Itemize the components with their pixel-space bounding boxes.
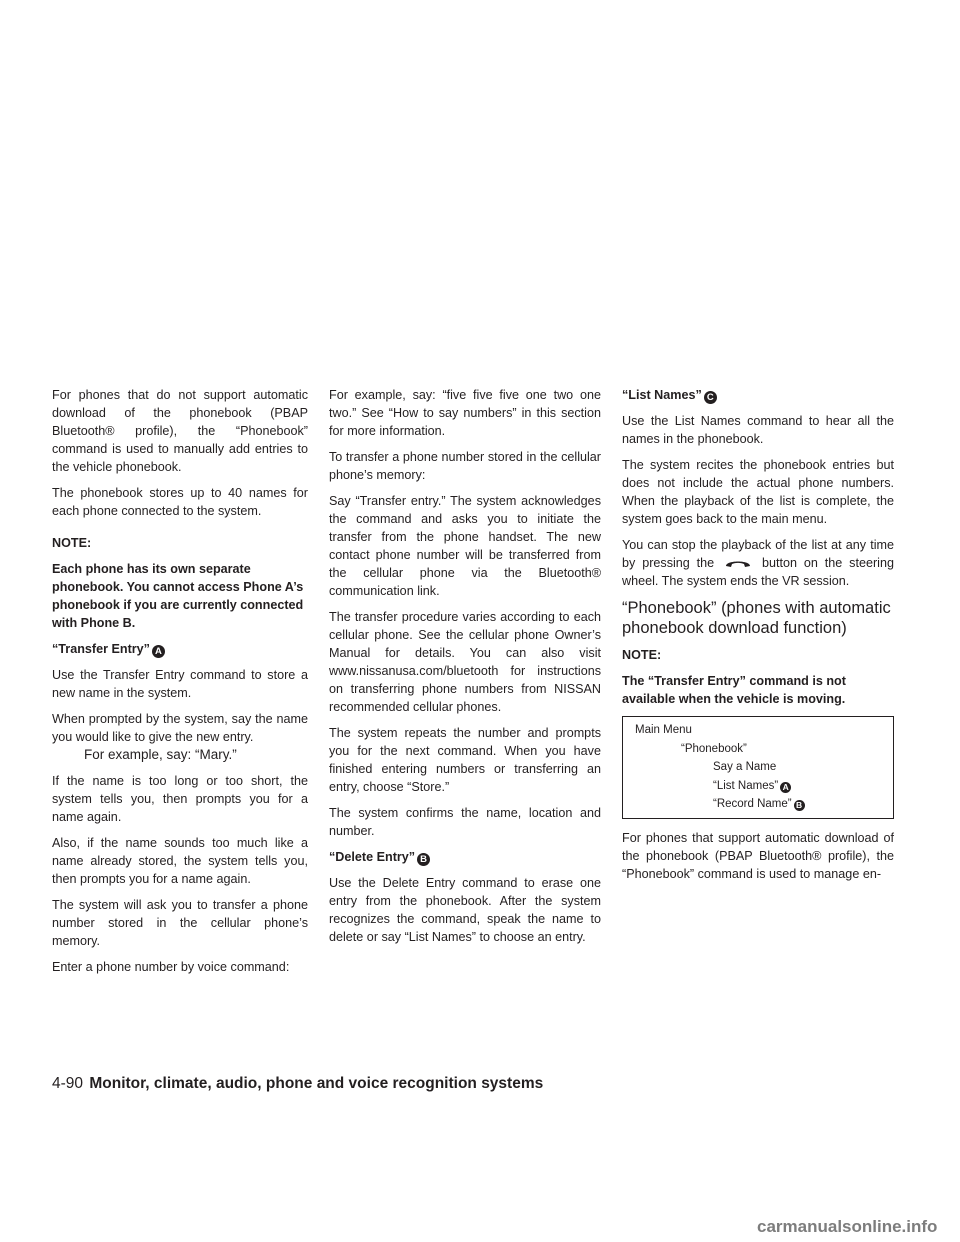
paragraph: When prompted by the system, say the name you would like to give the new entry. xyxy=(52,712,308,744)
list-names-title: “List Names” xyxy=(622,388,702,402)
paragraph: For phones that support automatic download of the phonebook (PBAP Bluetooth® profile), the “Phonebook” command is used to manage en- xyxy=(622,830,894,881)
menu-say-name: Say a Name xyxy=(713,761,777,773)
transfer-entry-title: “Transfer Entry” xyxy=(52,642,150,656)
paragraph: The system confirms the name, location and number. xyxy=(329,806,601,838)
menu-record-name-label: “Record Name” xyxy=(713,798,792,810)
page-footer xyxy=(52,1074,543,1094)
callout-b-icon: B xyxy=(794,800,805,811)
transfer-entry-heading xyxy=(52,640,308,658)
page-number: 4-90 xyxy=(52,1075,84,1092)
paragraph: Use the Delete Entry command to erase one entry from the phonebook. After the system recognizes the command, speak the name to delete or say “List Names” to choose an entry. xyxy=(329,876,601,944)
note-label: NOTE: xyxy=(622,648,662,662)
paragraph: The transfer procedure varies according to each cellular phone. See the cellular phone Owner’s Manual for details. You can also visit www.nissanusa.com/bluetooth for instructions on transferring phone numbers from NISSAN recommended cellular phones. xyxy=(329,610,601,714)
menu-list-names xyxy=(635,777,883,796)
column-1 xyxy=(52,386,308,984)
callout-a-icon: A xyxy=(152,645,165,658)
paragraph-part: You can stop the playback of the list at any time by pressing the xyxy=(622,538,894,570)
paragraph: For phones that do not support automatic download of the phonebook (PBAP Bluetooth® profile), the “Phonebook” command is used to manually add entries to the vehicle phonebook. xyxy=(52,388,308,474)
delete-entry-title: “Delete Entry” xyxy=(329,850,416,864)
paragraph: To transfer a phone number stored in the cellular phone’s memory: xyxy=(329,450,601,482)
menu-main: Main Menu xyxy=(635,724,692,736)
section-title: “Phonebook” (phones with automatic phonebook download function) xyxy=(622,599,891,637)
note-label: NOTE: xyxy=(52,536,92,550)
paragraph-part: button on the steering wheel. The system ends the VR session. xyxy=(622,556,894,588)
callout-b-icon: B xyxy=(417,853,430,866)
menu-record-name xyxy=(635,795,883,814)
chapter-title: Monitor, climate, audio, phone and voice recognition systems xyxy=(89,1075,544,1092)
callout-c-icon: C xyxy=(704,391,717,404)
paragraph: If the name is too long or too short, the system tells you, then prompts you for a name again. xyxy=(52,774,308,824)
voice-menu-tree xyxy=(622,716,894,819)
paragraph: The phonebook stores up to 40 names for each phone connected to the system. xyxy=(52,486,308,518)
menu-phonebook: “Phonebook” xyxy=(681,742,747,755)
column-3 xyxy=(622,386,894,891)
menu-list-names-label: “List Names” xyxy=(713,779,779,792)
callout-a-icon: A xyxy=(780,782,791,793)
paragraph: Also, if the name sounds too much like a name already stored, the system tells you, then prompts you for a name again. xyxy=(52,836,308,886)
paragraph: Use the List Names command to hear all the names in the phonebook. xyxy=(622,414,894,446)
paragraph: For example, say: “five five five one two one two.” See “How to say numbers” in this section for more information. xyxy=(329,388,601,438)
note-text: The “Transfer Entry” command is not available when the vehicle is moving. xyxy=(622,674,846,706)
note-text: Each phone has its own separate phonebook. You cannot access Phone A’s phonebook if you are currently connected with Phone B. xyxy=(52,562,304,630)
paragraph: The system recites the phonebook entries but does not include the actual phone numbers. When the playback of the list is complete, the system goes back to the main menu. xyxy=(622,458,894,526)
paragraph: Say “Transfer entry.” The system acknowledges the command and asks you to initiate the transfer from the phone handset. The new contact phone number will be transferred from the cellular phone via the Bluetooth® communication link. xyxy=(329,494,601,598)
column-2 xyxy=(329,386,601,954)
paragraph: Enter a phone number by voice command: xyxy=(52,960,290,974)
list-names-heading xyxy=(622,386,894,404)
paragraph xyxy=(622,536,894,590)
delete-entry-heading xyxy=(329,848,601,866)
phone-hang-up-icon xyxy=(723,557,753,569)
watermark: carmanualsonline.info xyxy=(757,1217,938,1236)
paragraph: The system will ask you to transfer a phone number stored in the cellular phone’s memory. xyxy=(52,898,308,948)
example-text: For example, say: “Mary.” xyxy=(84,747,237,762)
paragraph: Use the Transfer Entry command to store a new name in the system. xyxy=(52,668,308,700)
paragraph: The system repeats the number and prompts you for the next command. When you have finished entering numbers or transferring an entry, choose “Store.” xyxy=(329,726,601,794)
